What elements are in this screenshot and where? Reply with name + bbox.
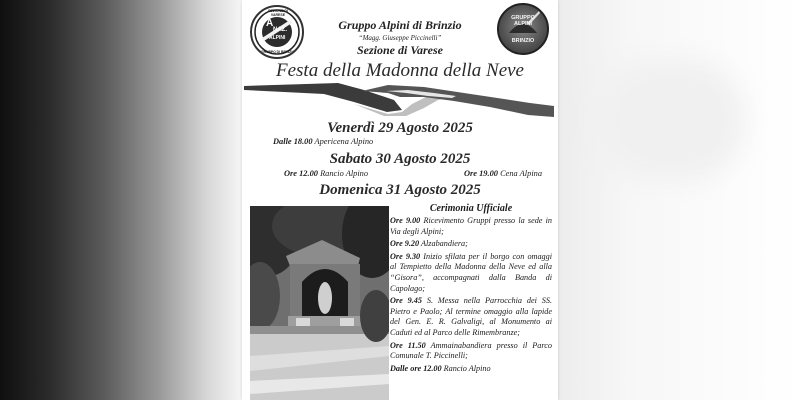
logo-bottom-text: GRUPPO DI BRINZIO [261, 50, 295, 54]
section-name: Sezione di Varese [356, 43, 443, 57]
group-dedication: “Magg. Giuseppe Piccinelli” [358, 34, 442, 42]
logo-line2: NAZ. [273, 27, 287, 33]
schedule-time: Ore 11.50 [390, 340, 426, 350]
day-friday-title: Venerdì 29 Agosto 2025 [327, 120, 473, 136]
logo-right-text2: BRINZIO [511, 38, 535, 44]
event-poster [242, 0, 558, 400]
saturday-time-2: Ore 19.00 [464, 169, 498, 178]
logo-right-text1: GRUPPO ALPINI [511, 15, 535, 27]
saturday-activity-1: Rancio Alpino [320, 169, 369, 178]
logo-line3: ALPINI [269, 35, 286, 41]
day-saturday-title: Sabato 30 Agosto 2025 [329, 151, 471, 167]
friday-activity: Apericena Alpino [314, 137, 374, 146]
saturday-activity-2: Cena Alpina [500, 169, 543, 178]
ceremony-schedule [390, 203, 552, 376]
schedule-time: Dalle ore 12.00 [390, 363, 442, 373]
schedule-text: Alzabandiera; [421, 239, 468, 249]
schedule-text: Ammainabandiera presso il Parco Comunale T. Piccinelli; [390, 340, 552, 361]
group-name: Gruppo Alpini di Brinzio [338, 18, 462, 32]
day-saturday-line2 [464, 169, 542, 178]
schedule-time: Ore 9.30 [390, 251, 421, 261]
schedule-time: Ore 9.20 [390, 239, 420, 249]
schedule-item [390, 341, 552, 362]
schedule-item [390, 239, 552, 250]
friday-time: Dalle 18.00 [273, 137, 313, 146]
schedule-time: Ore 9.00 [390, 216, 421, 225]
schedule-item [390, 216, 552, 237]
logo-line1: A [266, 18, 274, 29]
schedule-text: Rancio Alpino [443, 363, 491, 373]
schedule-text: Inizio sfilata per il borgo con omaggi al Tempietto della Madonna della Neve ed alla “Gisora”, accompagnati dalla Banda di Capolago; [390, 251, 553, 293]
schedule-item [390, 252, 552, 294]
blurred-right-background [555, 0, 800, 400]
schedule-text: S. Messa nella Parrocchia dei SS. Pietro e Paolo; Al termine omaggio alla lapide del Gen. E. R. Galvaligi, al Monumento ai Caduti ed al Parco delle Rimembranze; [390, 296, 553, 337]
schedule-text: Ricevimento Gruppi presso la sede in Via degli Alpini; [390, 216, 553, 236]
schedule-item [390, 296, 552, 338]
ceremony-title: Cerimonia Ufficiale [429, 203, 513, 214]
blurred-shape [595, 60, 745, 180]
schedule-item [390, 364, 552, 375]
day-saturday-line1 [284, 169, 368, 178]
tempietto-photo [250, 206, 389, 400]
schedule-time: Ore 9.45 [390, 296, 422, 306]
day-sunday-title: Domenica 31 Agosto 2025 [319, 182, 481, 198]
logo-top-text: SEZIONE DI VARESE [268, 9, 288, 17]
day-friday-line [273, 137, 373, 146]
shrine-photo-image [250, 206, 389, 400]
tricolor-ribbon [242, 78, 558, 123]
saturday-time-1: Ore 12.00 [284, 169, 318, 178]
event-title: Festa della Madonna della Neve [276, 60, 524, 81]
